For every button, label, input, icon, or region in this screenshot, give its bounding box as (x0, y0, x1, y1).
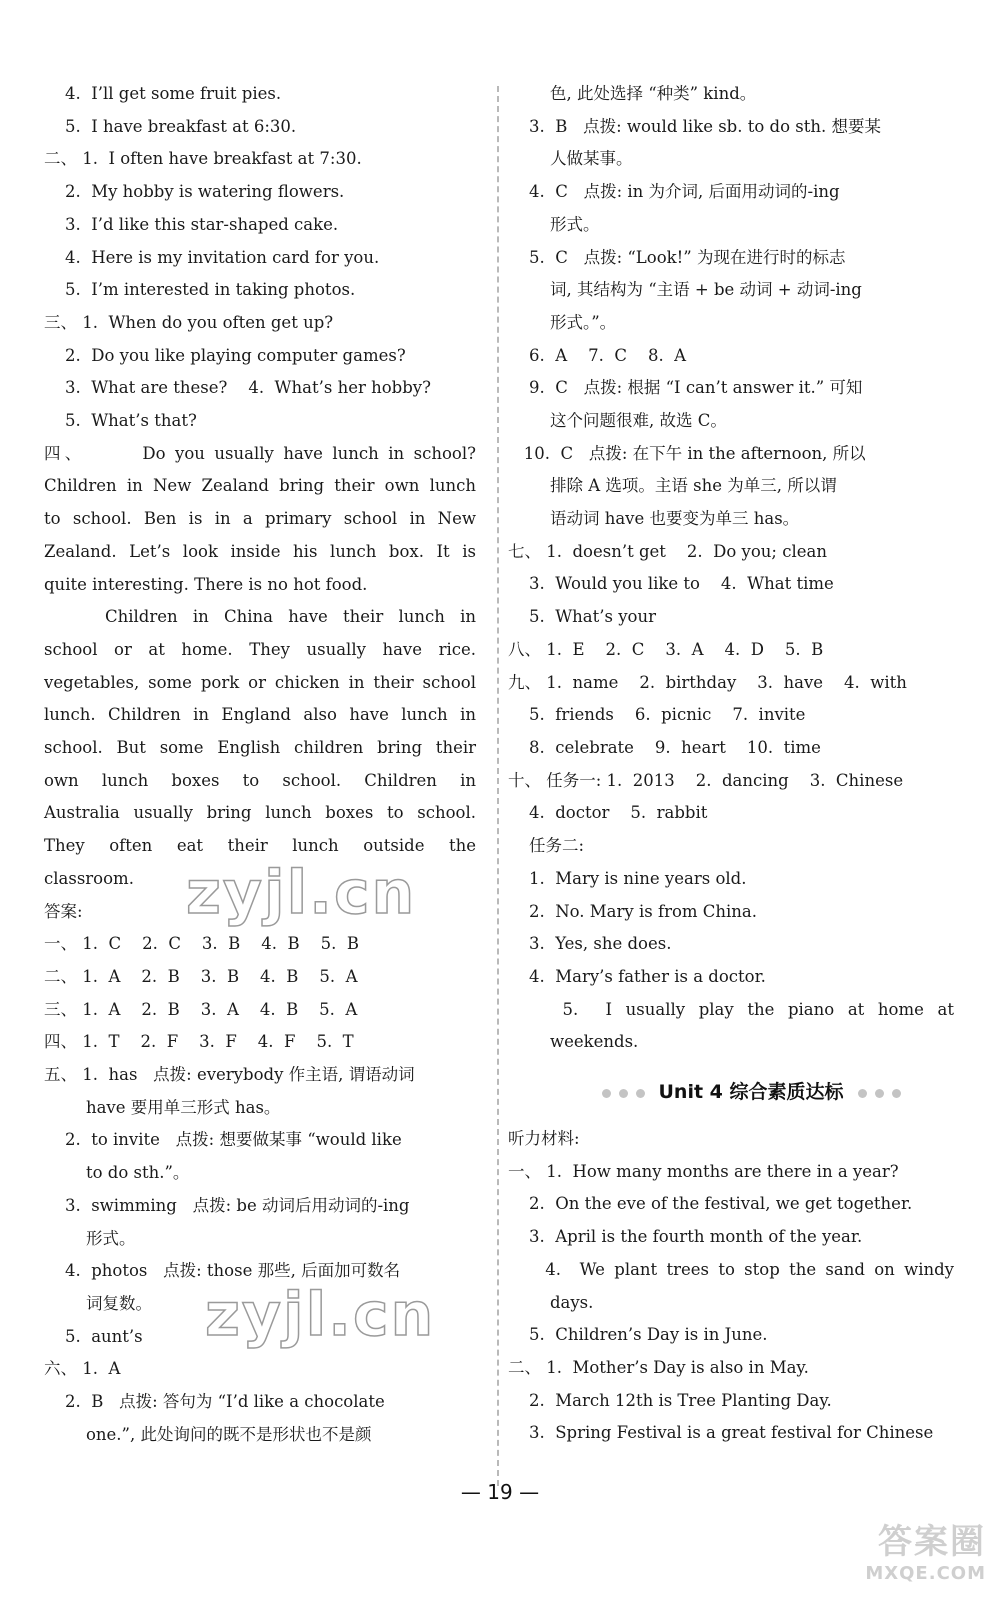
text-line: 二、 1. Mother’s Day is also in May. (508, 1358, 809, 1377)
text-line: 5. friends 6. picnic 7. invite (508, 705, 806, 724)
text-line: 10. C 点拨: 在下午 in the afternoon, 所以 (508, 444, 866, 463)
column-divider (497, 86, 499, 1486)
text-line: school. But some English children bring their (44, 738, 476, 757)
text-line: 这个问题很难, 故选 C。 (508, 411, 727, 430)
text-line: Children in China have their lunch in (44, 607, 476, 626)
text-line: 形式。”。 (508, 313, 617, 332)
text-line: 5. C 点拨: “Look!” 为现在进行时的标志 (508, 248, 846, 267)
page-number: — 19 — (460, 1480, 540, 1504)
title-dots-left (598, 1076, 649, 1110)
text-line: 5. aunt’s (44, 1327, 143, 1346)
text-line: 8. celebrate 9. heart 10. time (508, 738, 821, 757)
text-line: 十、 任务一: 1. 2013 2. dancing 3. Chinese (508, 771, 904, 790)
text-line: 五、 1. has 点拨: everybody 作主语, 谓语动词 (44, 1065, 415, 1084)
text-line: 3. B 点拨: would like sb. to do sth. 想要某 (508, 117, 881, 136)
text-line: 答案: (44, 902, 83, 921)
text-line: 5. What’s your (508, 607, 656, 626)
text-line: 9. C 点拨: 根据 “I can’t answer it.” 可知 (508, 378, 863, 397)
text-line: 人做某事。 (508, 149, 633, 168)
text-line: 3. What are these? 4. What’s her hobby? (44, 378, 431, 397)
text-line: 任务二: (508, 836, 585, 855)
text-line: 词, 其结构为 “主语 + be 动词 + 动词-ing (508, 280, 862, 299)
watermark-top: zyjl.cn (186, 858, 417, 928)
corner-watermark-line1: 答案圈 (878, 1522, 986, 1562)
text-line: 六、 1. A (44, 1359, 121, 1378)
text-line: 6. A 7. C 8. A (508, 346, 687, 365)
text-line: 2. Do you like playing computer games? (44, 346, 406, 365)
text-line: own lunch boxes to school. Children in (44, 771, 476, 790)
text-line: 3. swimming 点拨: be 动词后用动词的-ing (44, 1196, 410, 1215)
text-line: 七、 1. doesn’t get 2. Do you; clean (508, 542, 827, 561)
text-line: 一、 1. How many months are there in a year? (508, 1162, 899, 1181)
text-line: 3. Spring Festival is a great festival for Chinese (508, 1423, 934, 1442)
text-line: 4. We plant trees to stop the sand on windy (508, 1260, 954, 1279)
text-line: 2. No. Mary is from China. (508, 902, 758, 921)
text-line: one.”, 此处询问的既不是形状也不是颜 (44, 1425, 372, 1444)
text-line: school or at home. They usually have rice. (44, 640, 476, 659)
watermark-bottom: zyjl.cn (205, 1280, 436, 1350)
text-line: 5. What’s that? (44, 411, 197, 430)
text-line: Australia usually bring lunch boxes to school. (44, 803, 476, 822)
text-line: 5. Children’s Day is in June. (508, 1325, 768, 1344)
corner-watermark (865, 1514, 986, 1584)
text-line: 4. Mary’s father is a doctor. (508, 967, 766, 986)
text-line: to school. Ben is in a primary school in New (44, 509, 476, 528)
text-line: 三、 1. When do you often get up? (44, 313, 334, 332)
text-line: 排除 A 选项。主语 she 为单三, 所以谓 (508, 476, 837, 495)
text-line: 4. Here is my invitation card for you. (44, 248, 380, 267)
text-line: 2. March 12th is Tree Planting Day. (508, 1391, 832, 1410)
text-line: 九、 1. name 2. birthday 3. have 4. with (508, 673, 907, 692)
text-line: 2. to invite 点拨: 想要做某事 “would like (44, 1130, 402, 1149)
text-line: 形式。 (44, 1229, 136, 1248)
text-line: 色, 此处选择 “种类” kind。 (508, 84, 757, 103)
text-line: 3. April is the fourth month of the year. (508, 1227, 863, 1246)
text-line: 听力材料: (508, 1129, 580, 1148)
text-line: classroom. (44, 869, 134, 888)
text-line: 3. I’d like this star-shaped cake. (44, 215, 339, 234)
text-line: 语动词 have 也要变为单三 has。 (508, 509, 800, 528)
text-line: 3. Yes, she does. (508, 934, 672, 953)
text-line: 2. On the eve of the festival, we get together. (508, 1194, 913, 1213)
text-line: 四、 1. T 2. F 3. F 4. F 5. T (44, 1032, 354, 1051)
text-line: They often eat their lunch outside the (44, 836, 476, 855)
text-line: have 要用单三形式 has。 (44, 1098, 281, 1117)
text-line: 八、 1. E 2. C 3. A 4. D 5. B (508, 640, 824, 659)
text-line: 形式。 (508, 215, 600, 234)
text-line: Children in New Zealand bring their own lunch (44, 476, 476, 495)
text-line: 4. doctor 5. rabbit (508, 803, 708, 822)
corner-watermark-line2: MXQE.COM (865, 1563, 986, 1584)
section-title-text: Unit 4 综合素质达标 (658, 1081, 844, 1103)
text-line: 4. C 点拨: in 为介词, 后面用动词的-ing (508, 182, 840, 201)
text-line: 词复数。 (44, 1294, 152, 1313)
text-line: weekends. (508, 1032, 639, 1051)
text-line: lunch. Children in England also have lunch in (44, 705, 476, 724)
text-line: 5. I have breakfast at 6:30. (44, 117, 297, 136)
text-line: Zealand. Let’s look inside his lunch box. It is (44, 542, 476, 561)
section-title (548, 1075, 954, 1109)
title-dots-right (854, 1076, 905, 1110)
text-line: 4. photos 点拨: those 那些, 后面加可数名 (44, 1261, 401, 1280)
text-line: 2. B 点拨: 答句为 “I’d like a chocolate (44, 1392, 385, 1411)
text-line: 二、 1. I often have breakfast at 7:30. (44, 149, 362, 168)
text-line: to do sth.”。 (44, 1163, 190, 1182)
text-line: 4. I’ll get some fruit pies. (44, 84, 282, 103)
text-line: 1. Mary is nine years old. (508, 869, 747, 888)
text-line: 四、 Do you usually have lunch in school? (44, 444, 476, 463)
text-line: vegetables, some pork or chicken in their school (44, 673, 476, 692)
text-line: 5. I’m interested in taking photos. (44, 280, 356, 299)
text-line: 三、 1. A 2. B 3. A 4. B 5. A (44, 1000, 358, 1019)
text-line: 一、 1. C 2. C 3. B 4. B 5. B (44, 934, 359, 953)
text-line: 3. Would you like to 4. What time (508, 574, 834, 593)
text-line: 2. My hobby is watering flowers. (44, 182, 345, 201)
text-line: 二、 1. A 2. B 3. B 4. B 5. A (44, 967, 358, 986)
text-line: days. (508, 1293, 594, 1312)
text-line: quite interesting. There is no hot food. (44, 575, 368, 594)
text-line: 5. I usually play the piano at home at (508, 1000, 954, 1019)
